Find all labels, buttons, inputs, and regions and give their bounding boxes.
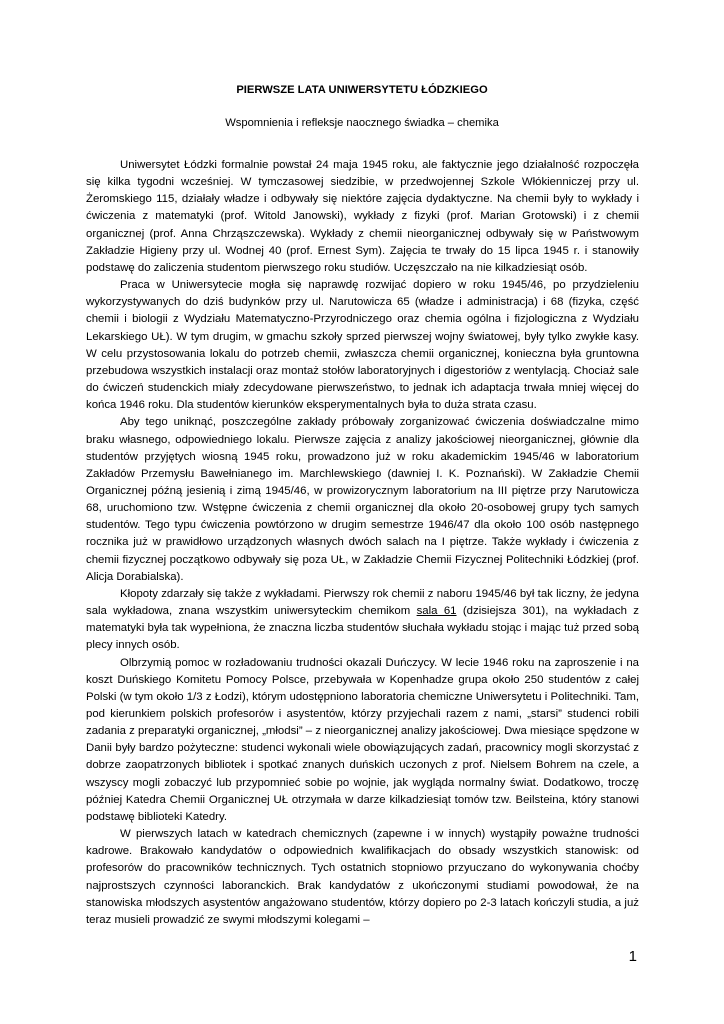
- document-subtitle: Wspomnienia i refleksje naocznego świadka – chemika: [225, 117, 499, 129]
- paragraph-text: (dzisiejsza 301), na wykładach z matematyki była tak wypełniona, że znaczna liczba studentów słuchała wykładu stojąc i mając tuż przed sobą plecy innych osób.: [86, 605, 639, 652]
- paragraph-text: Kłopoty zdarzały się także z wykładami. Pierwszy rok chemii z naboru 1945/46 był tak liczny, że jedyna sala wykładowa, znana wszystkim uniwersyteckim chemikom: [86, 587, 639, 618]
- paragraph: W pierwszych latach w katedrach chemicznych (zapewne i w innych) wystąpiły poważne trudności kadrowe. Brakowało kandydatów o odpowiednich kwalifikacjach do obsady wszystkich stanowisk: od profesorów do pracowników technicznych. Tych ostatnich stopniowo przyuczano do wykonywania choćby najprostszych czynności laboranckich. Brak kandydatów z ukończonymi studiami powodował, że na stanowiska młodszych asystentów angażowano studentów, którzy dopiero po 2-3 latach kończyli studia, a już teraz musieli prowadzić ze swymi młodszymi kolegami –: [86, 828, 639, 926]
- document-body: [86, 157, 639, 929]
- paragraph: Aby tego uniknąć, poszczególne zakłady próbowały zorganizować ćwiczenia doświadczalne mimo braku własnego, odpowiedniego lokalu. Pierwsze zajęcia z analizy jakościowej nieorganicznej, głównie dla studentów przyjętych wiosną 1945 roku, prowadzono już w roku akademickim 1945/46 w laboratorium Zakładów Przemysłu Bawełnianego im. Marchlewskiego (dawniej I. K. Poznański). W Zakładzie Chemii Organicznej późną jesienią i zimą 1945/46, w prowizorycznym laboratorium na III piętrze przy Narutowicza 68, uruchomiono tzw. Wstępne ćwiczenia z chemii organicznej dla około 20-osobowej grupy tych samych studentów. Tego typu ćwiczenia powtórzono w drugim semestrze 1946/47 dla około 100 osób następnego rocznika już w prawidłowo urządzonych własnych dwóch salach na I piętrze. Także wykłady i ćwiczenia z chemii fizycznej początkowo odbywały się poza UŁ, w Zakładzie Chemii Fizycznej Politechniki Łódzkiej (prof. Alicja Dorabialska).: [86, 416, 639, 583]
- paragraph: Uniwersytet Łódzki formalnie powstał 24 maja 1945 roku, ale faktycznie jego działalność rozpoczęła się kilka tygodni wcześniej. W tymczasowej siedzibie, w przedwojennej Szkole Włókienniczej przy ul. Żeromskiego 115, działały władze i odbywały się niektóre zajęcia dydaktyczne. Na chemii były to wykłady i ćwiczenia z matematyki (prof. Witold Janowski), wykłady z fizyki (prof. Marian Grotowski) i z chemii organicznej (prof. Anna Chrząszczewska). Wykłady z chemii nieorganicznej odbywały się w Państwowym Zakładzie Higieny przy ul. Wodnej 40 (prof. Ernest Sym). Zajęcia te trwały do 15 lipca 1945 r. i stanowiły podstawę do zaliczenia studentom pierwszego roku studiów. Uczęszczało na nie kilkadziesiąt osób.: [86, 159, 639, 274]
- paragraph: [86, 586, 639, 655]
- paragraph: Olbrzymią pomoc w rozładowaniu trudności okazali Duńczycy. W lecie 1946 roku na zaproszenie i na koszt Duńskiego Komitetu Pomocy Polsce, przebywała w Kopenhadze grupa około 250 studentów z całej Polski (w tym około 1/3 z Łodzi), którym udostępniono laboratoria chemiczne Uniwersytetu i Politechniki. Tam, pod kierunkiem polskich profesorów i asystentów, którzy przyjechali razem z nami, „starsi” studenci robili zadania z preparatyki organicznej, „młodsi” – z nieorganicznej analizy jakościowej. Dwa miesiące spędzone w Danii były bardzo pożyteczne: studenci wykonali wiele obowiązujących zadań, pracownicy mogli skorzystać z dobrze zaopatrzonych bibliotek i spotkać znanych duńskich uczonych z prof. Nielsem Bohrem na czele, a wszyscy mogli zobaczyć lub przypomnieć sobie po wojnie, jak wygląda normalny świat. Dodatkowo, troczę później Katedra Chemii Organicznej UŁ otrzymała w darze kilkadziesiąt tomów tzw. Beilsteina, który stanowi podstawę biblioteki Katedry.: [86, 656, 639, 823]
- underlined-room-name: sala 61: [416, 605, 457, 618]
- paragraph: Praca w Uniwersytecie mogła się naprawdę rozwijać dopiero w roku 1945/46, po przydzieleniu wykorzystywanych do dziś budynków przy ul. Narutowicza 65 (władze i administracja) i 68 (fizyka, część chemii i biologii z Wydziału Matematyczno-Przyrodniczego oraz chemia ogólna i fizjologiczna z Wydziału Lekarskiego UŁ). W tym drugim, w gmachu szkoły sprzed pierwszej wojny światowej, były tylko zwykłe kasy. W celu przystosowania lokalu do potrzeb chemii, zwłaszcza chemii organicznej, konieczna była gruntowna przebudowa wszystkich instalacji oraz montaż stołów laboratoryjnych i digestoriów z wentylacją. Chociaż sale do ćwiczeń studenckich miały zdecydowane pierwszeństwo, to jednak ich adaptacja trwała mniej więcej do końca 1946 roku. Dla studentów kierunków eksperymentalnych była to duża strata czasu.: [86, 279, 639, 412]
- page-number: 1: [628, 948, 637, 965]
- document-title: PIERWSZE LATA UNIWERSYTETU ŁÓDZKIEGO: [236, 84, 488, 96]
